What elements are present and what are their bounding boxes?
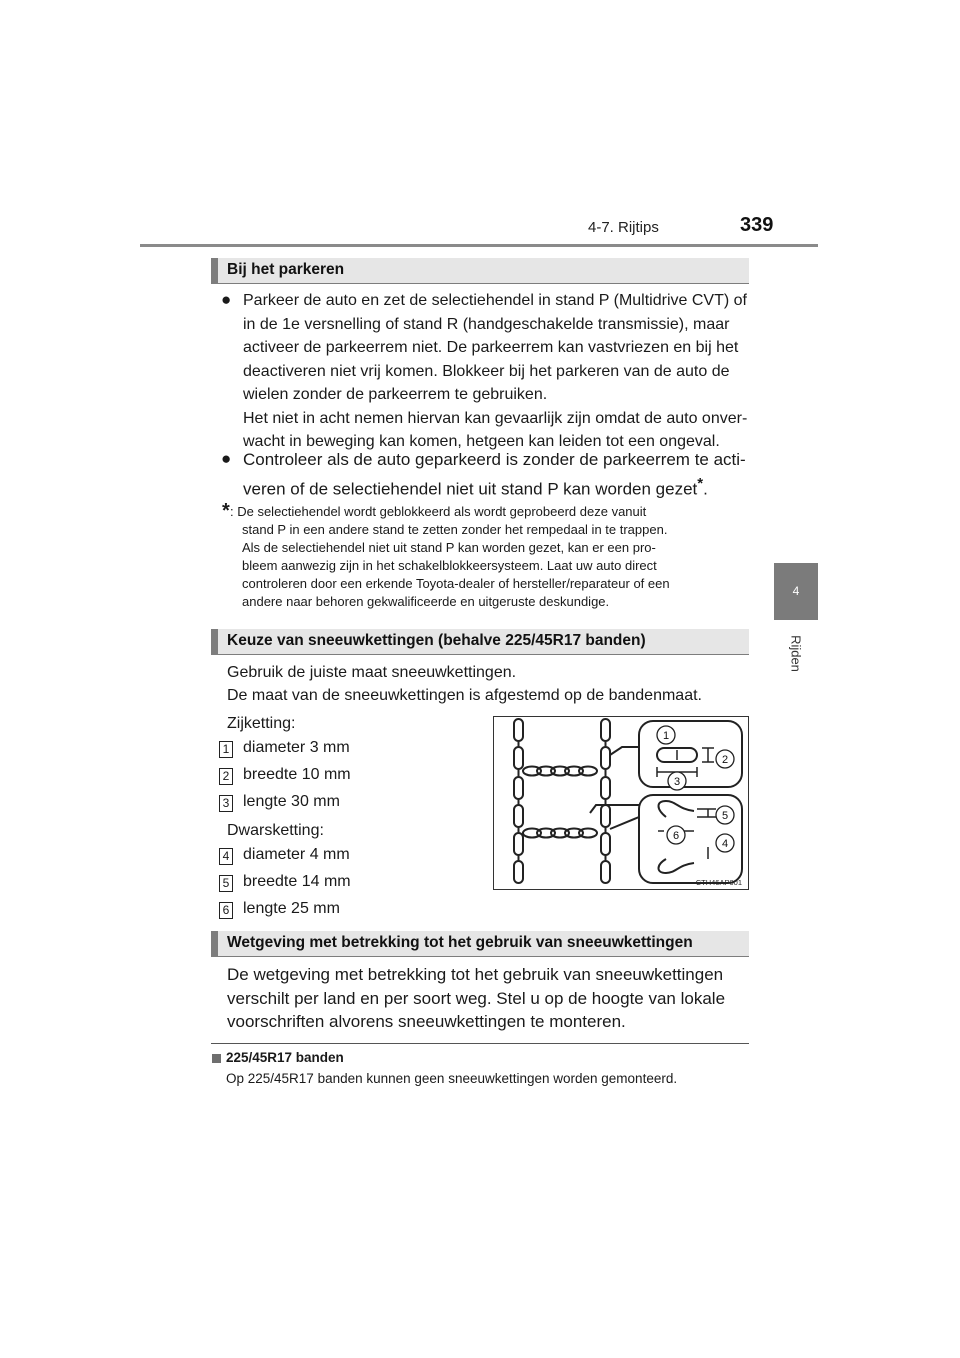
- spec-text: lengte 30 mm: [243, 793, 340, 810]
- callout-number: 1: [219, 741, 233, 758]
- asterisk: *: [697, 475, 704, 492]
- callout-number: 6: [219, 902, 233, 919]
- text-line: in de 1e versnelling of stand R (handgeschakelde transmissie), maar: [243, 315, 730, 333]
- cross-chain-label: Dwarsketting:: [227, 822, 324, 839]
- text-line: controleren door een erkende Toyota-dealer of hersteller/reparateur of een: [242, 576, 670, 591]
- callout-1: 1: [662, 730, 670, 742]
- chapter-label: Rijden: [788, 635, 804, 672]
- callout-number: 3: [219, 795, 233, 812]
- text-line: voorschriften alvorens sneeuwkettingen te monteren.: [227, 1012, 626, 1031]
- text-line: wacht in beweging kan komen, hetgeen kan leiden tot een ongeval.: [243, 433, 720, 450]
- footnote-marker: *: [222, 500, 230, 522]
- text-line: Parkeer de auto en zet de selectiehendel in stand P (Multidrive CVT) of: [243, 292, 747, 309]
- text-line: bleem aanwezig zijn in het schakelblokkeersysteem. Laat uw auto direct: [242, 558, 657, 573]
- text-line: Als de selectiehendel niet uit stand P kan worden gezet, kan er een pro-: [242, 540, 656, 555]
- note-title: 225/45R17 banden: [226, 1050, 344, 1065]
- callout-number: 4: [219, 848, 233, 865]
- page-number: 339: [740, 214, 774, 236]
- text-line: andere naar behoren gekwalificeerde en uitgeruste deskundige.: [242, 594, 610, 609]
- callout-6: 6: [672, 830, 680, 842]
- text-line: stand P in een andere stand te zetten zonder het rempedaal in te trappen.: [242, 522, 668, 537]
- spec-text: breedte 14 mm: [243, 873, 351, 890]
- chains-intro-1: Gebruik de juiste maat sneeuwkettingen.: [227, 664, 517, 681]
- text-line: verschilt per land en per soort weg. Stel u op de hoogte van lokale: [227, 988, 726, 1008]
- section-header-chains: [211, 629, 749, 655]
- text-line: activeer de parkeerrem niet. De parkeerrem kan vastvriezen en bij het: [243, 339, 739, 356]
- callout-4: 4: [721, 838, 729, 850]
- text-line: Het niet in acht nemen hiervan kan gevaarlijk zijn omdat de auto onver-: [243, 409, 748, 427]
- text-span: veren of de selectiehendel niet uit stand P kan worden gezet: [243, 479, 698, 499]
- section-header-bar: [211, 629, 218, 654]
- callout-2: 2: [721, 754, 729, 766]
- law-paragraph: [227, 963, 749, 1034]
- bullet-icon: ●: [221, 290, 232, 309]
- footnote: [230, 503, 749, 611]
- text-span: .: [703, 479, 708, 499]
- callout-5: 5: [721, 810, 729, 822]
- note-square-icon: [212, 1054, 221, 1063]
- side-chain-label: Zijketting:: [227, 715, 296, 732]
- bullet-icon: ●: [221, 449, 232, 468]
- header-rule: [140, 244, 818, 247]
- callout-3: 3: [673, 776, 681, 788]
- text-line: deactiveren niet vrij komen. Blokkeer bij het parkeren van de auto de: [243, 362, 730, 380]
- text-line: De wetgeving met betrekking tot het gebruik van sneeuwkettingen: [227, 965, 724, 984]
- parking-bullet-1: [243, 289, 749, 454]
- section-header-title: Wetgeving met betrekking tot het gebruik van sneeuwkettingen: [227, 934, 693, 951]
- snow-chain-figure: [493, 716, 749, 890]
- figure-code: CTH46AP001: [695, 878, 742, 887]
- text-line: wielen zonder de parkeerrem te gebruiken.: [243, 386, 548, 403]
- section-header-parking: [211, 258, 749, 284]
- note-text: Op 225/45R17 banden kunnen geen sneeuwkettingen worden gemonteerd.: [226, 1071, 678, 1086]
- chains-intro-2: De maat van de sneeuwkettingen is afgestemd op de bandenmaat.: [227, 687, 702, 704]
- spec-text: diameter 4 mm: [243, 846, 350, 863]
- section-header-title: Keuze van sneeuwkettingen (behalve 225/45R17 banden): [227, 632, 646, 649]
- section-header-law: [211, 931, 749, 957]
- note-divider: [211, 1043, 749, 1044]
- text-line: Controleer als de auto geparkeerd is zonder de parkeerrem te acti-: [243, 450, 746, 469]
- text-line: [243, 472, 749, 502]
- section-header-bar: [211, 258, 218, 283]
- callout-number: 5: [219, 875, 233, 892]
- section-header-title: Bij het parkeren: [227, 261, 345, 278]
- text-line: : De selectiehendel wordt geblokkeerd als wordt geprobeerd deze vanuit: [230, 504, 647, 519]
- section-title: 4-7. Rijtips: [588, 219, 659, 236]
- snow-chain-illustration: [494, 717, 748, 889]
- callout-number: 2: [219, 768, 233, 785]
- spec-text: diameter 3 mm: [243, 739, 350, 756]
- section-header-bar: [211, 931, 218, 956]
- spec-text: breedte 10 mm: [243, 766, 351, 783]
- parking-bullet-2: [243, 448, 749, 502]
- chapter-tab: 4: [774, 563, 818, 620]
- spec-text: lengte 25 mm: [243, 900, 340, 917]
